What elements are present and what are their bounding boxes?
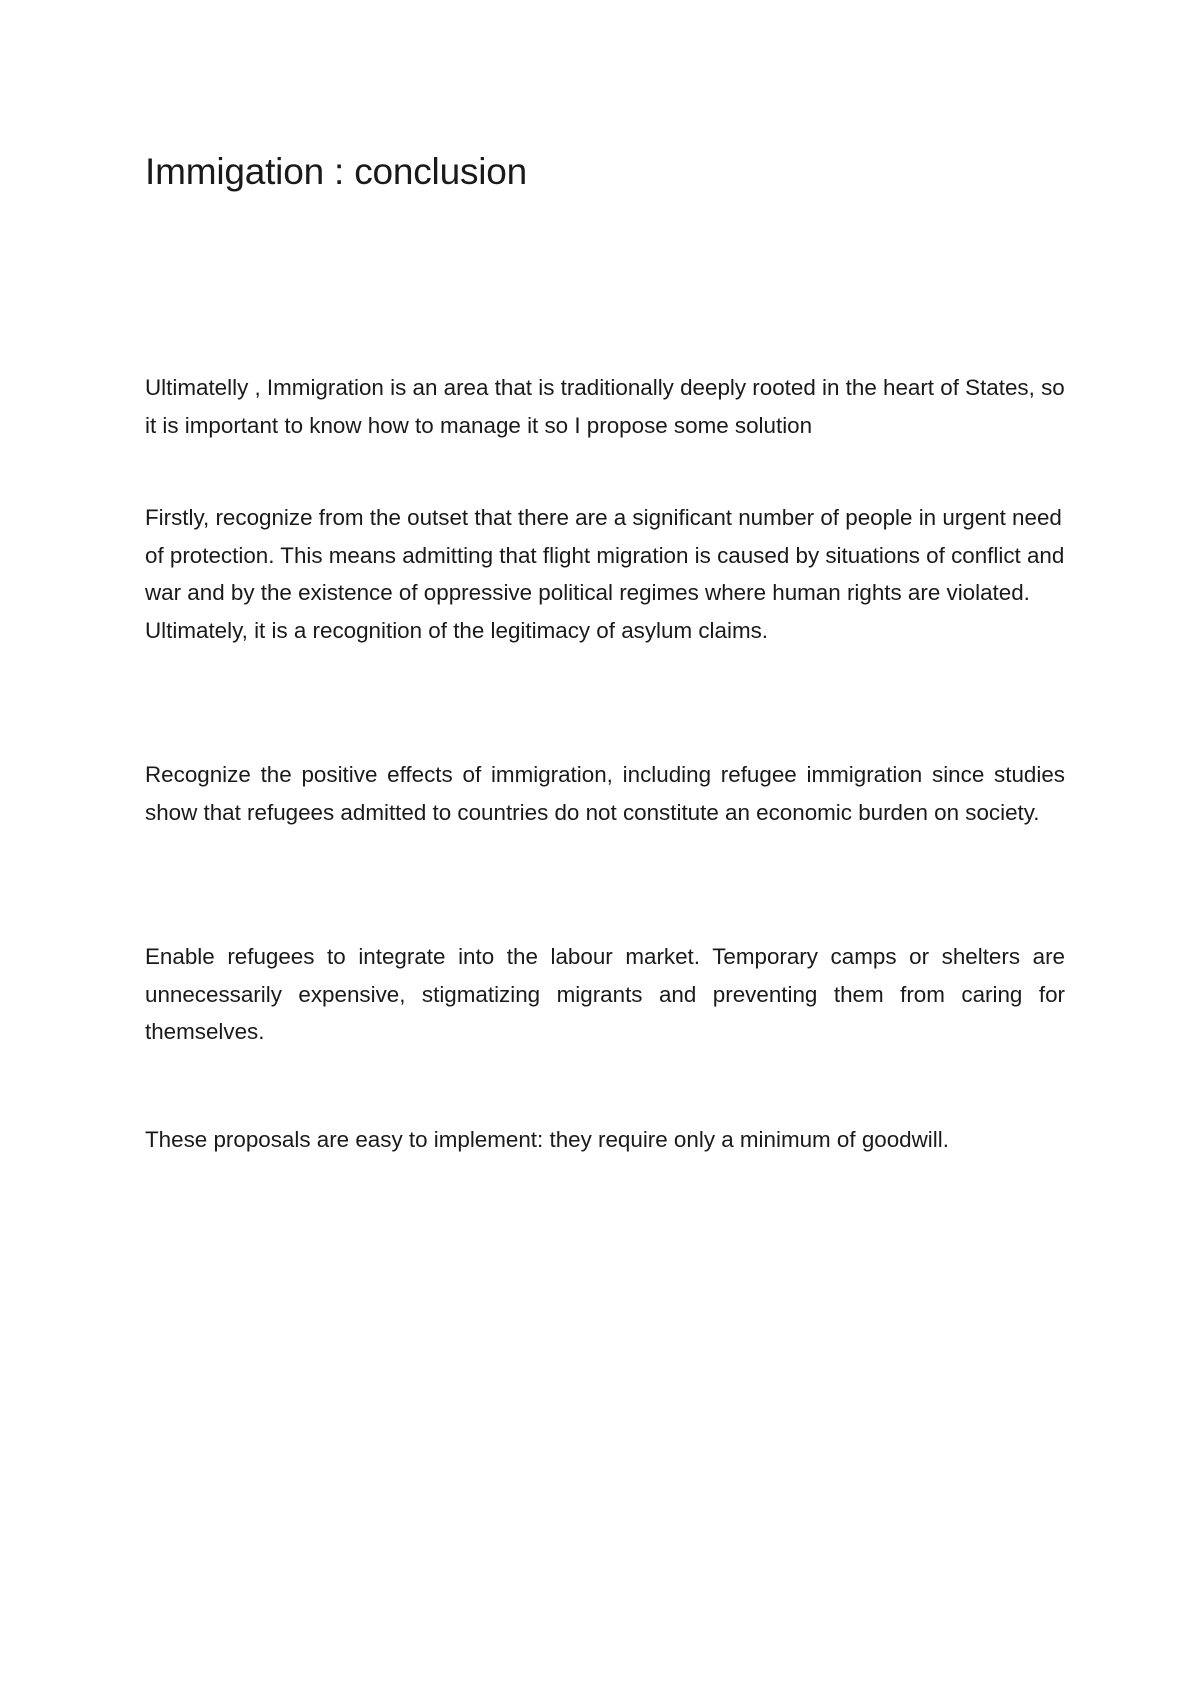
page-title: Immigation : conclusion xyxy=(145,151,528,192)
paragraph-proposals: These proposals are easy to implement: they require only a minimum of goodwill. xyxy=(145,1127,949,1152)
paragraph-labour-market: Enable refugees to integrate into the labour market. Temporary camps or shelters are unnecessarily expensive, stigmatizing migrants and preventing them from caring for themselves. xyxy=(145,944,1065,1044)
paragraph-intro: Ultimatelly , Immigration is an area that is traditionally deeply rooted in the heart of States, so it is important to know how to manage it so I propose some solution xyxy=(145,375,1065,438)
paragraph-positive-effects: Recognize the positive effects of immigration, including refugee immigration since studies show that refugees admitted to countries do not constitute an economic burden on society. xyxy=(145,762,1065,825)
paragraph-firstly: Firstly, recognize from the outset that there are a significant number of people in urgent need of protection. This means admitting that flight migration is caused by situations of conflict and war and by the existence of oppressive political regimes where human rights are violated. Ultimately, it is a recognition of the legitimacy of asylum claims. xyxy=(145,505,1065,643)
